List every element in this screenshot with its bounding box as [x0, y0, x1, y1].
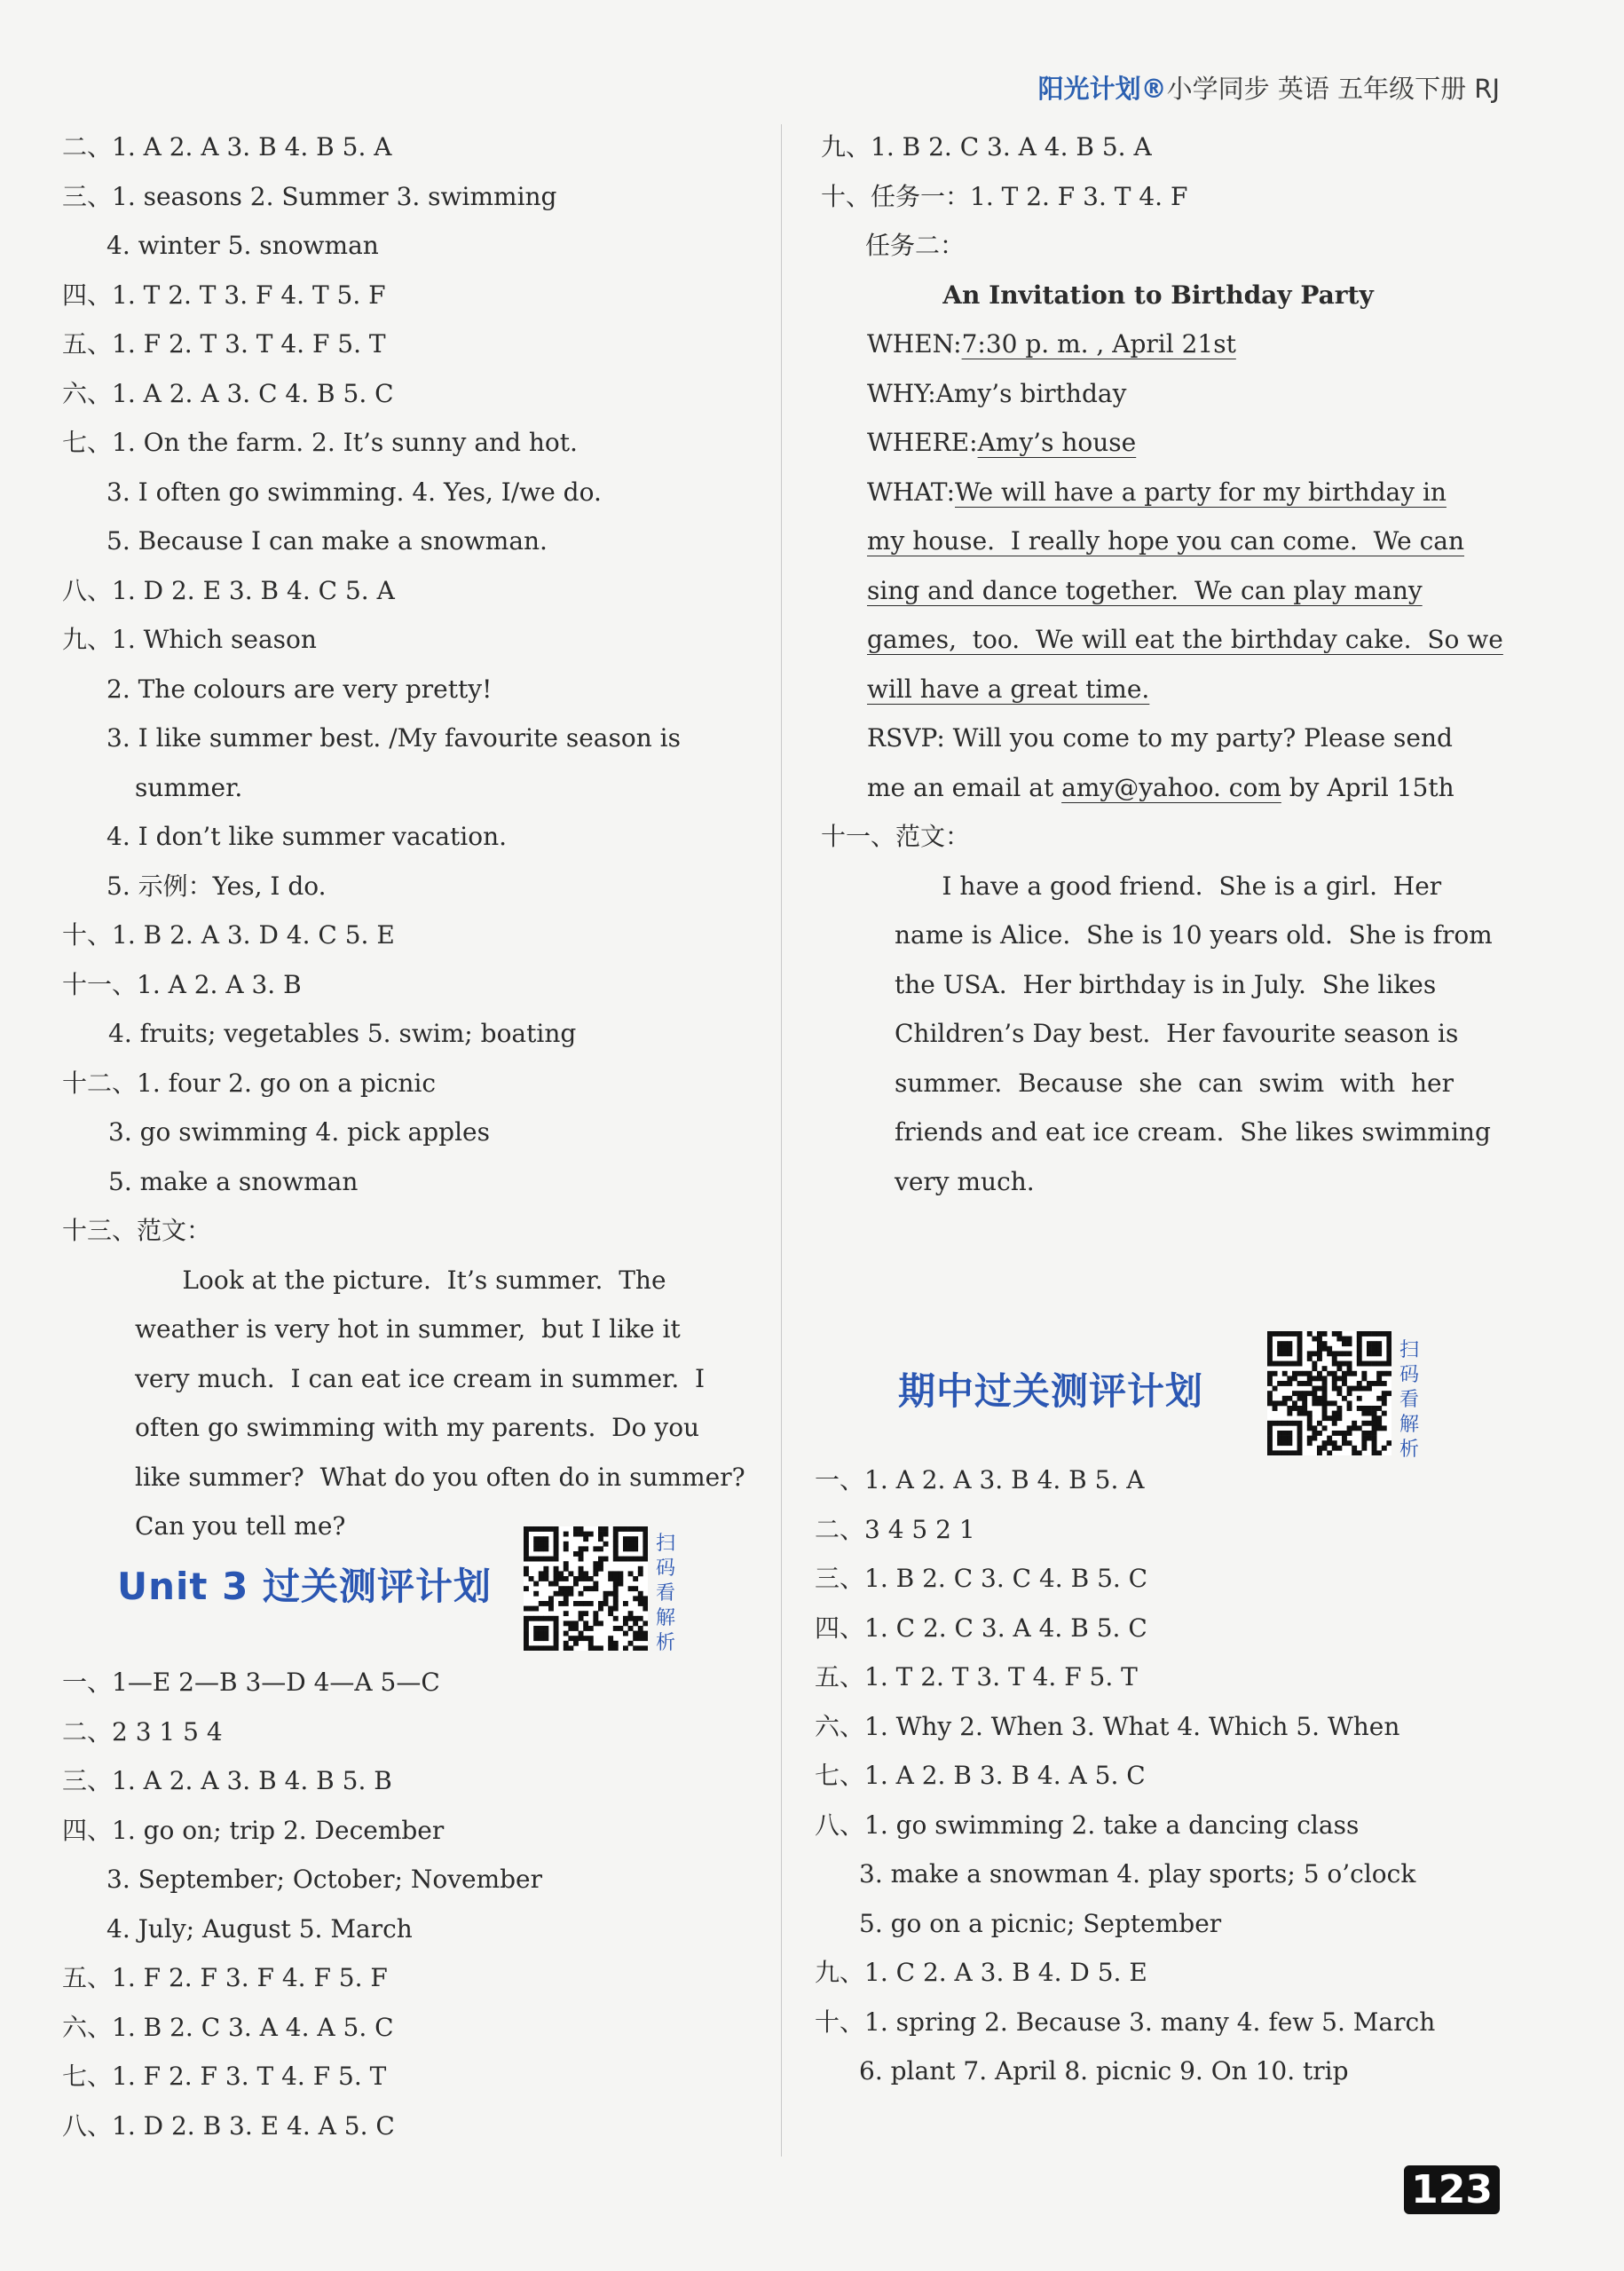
right-column	[821, 122, 1503, 1206]
answer-line: 四、1. T 2. T 3. F 4. T 5. F	[62, 280, 386, 310]
what-line	[867, 566, 1495, 616]
what-text: games, too. We will eat the birthday cake. So we	[867, 625, 1503, 654]
scan-hint-char: 看	[655, 1582, 675, 1605]
scan-hint-char: 解	[655, 1607, 675, 1629]
what-label: WHAT:	[867, 477, 955, 507]
why-value: Amy’s birthday	[935, 378, 1127, 408]
answer-line: 5. go on a picnic; September	[859, 1908, 1222, 1938]
answer-line: 4. July; August 5. March	[106, 1913, 413, 1944]
answer-line: 九、1. C 2. A 3. B 4. D 5. E	[815, 1958, 1147, 1987]
left-column	[62, 122, 754, 1551]
scan-hint-midterm	[1399, 1338, 1420, 1463]
rsvp-line-2	[821, 763, 1495, 813]
what-text: sing and dance together. We can play many	[867, 575, 1423, 605]
answer-line: 四、1. C 2. C 3. A 4. B 5. C	[815, 1613, 1147, 1643]
essay-line: I have a good friend. She is a girl. Her	[895, 871, 1442, 901]
column-divider	[781, 124, 782, 2157]
midterm-title: 期中过关测评计划	[898, 1369, 1204, 1413]
answer-line: 二、3 4 5 2 1	[815, 1514, 975, 1544]
answer-line: 九、1. Which season	[62, 625, 317, 654]
answer-line: summer.	[135, 772, 243, 802]
scan-hint-char: 码	[655, 1557, 675, 1580]
answer-line: 任务二：	[865, 231, 966, 260]
answer-line: 十一、1. A 2. A 3. B	[62, 969, 302, 999]
essay-line: like summer? What do you often do in summer?	[135, 1462, 745, 1492]
right-essay-label: 十一、范文：	[821, 822, 971, 851]
answer-line: 5. 示例：Yes, I do.	[106, 871, 327, 901]
answer-line: 二、2 3 1 5 4	[62, 1716, 223, 1747]
scan-hint-char: 析	[1399, 1439, 1419, 1461]
qr-code-midterm[interactable]	[1267, 1331, 1391, 1455]
scan-hint-char: 码	[1399, 1364, 1419, 1386]
unit2-essay	[62, 1256, 754, 1551]
unit3-answers	[62, 1658, 754, 2150]
answer-line: 七、1. On the farm. 2. It’s sunny and hot.	[62, 428, 578, 457]
unit2-answers	[62, 122, 754, 1256]
answer-line: 十二、1. four 2. go on a picnic	[62, 1068, 437, 1098]
answer-line: 三、1. B 2. C 3. C 4. B 5. C	[815, 1564, 1148, 1593]
answer-line: 4. fruits; vegetables 5. swim; boating	[108, 1019, 577, 1048]
answer-line: 一、1. A 2. A 3. B 4. B 5. A	[815, 1465, 1145, 1494]
where-label: WHERE:	[867, 428, 978, 457]
essay-line: summer. Because she can swim with her	[895, 1068, 1454, 1098]
answer-line: 3. make a snowman 4. play sports; 5 o’clock	[859, 1859, 1416, 1889]
invitation-why	[821, 369, 1495, 419]
midterm-answers	[815, 1455, 1489, 2096]
answer-line: 四、1. go on; trip 2. December	[62, 1815, 445, 1845]
answer-line: 六、1. A 2. A 3. C 4. B 5. C	[62, 378, 394, 408]
qr-code-unit3[interactable]	[524, 1526, 648, 1651]
essay-line: name is Alice. She is 10 years old. She is from	[895, 920, 1493, 950]
answer-line: 5. Because I can make a snowman.	[106, 526, 548, 556]
what-line	[867, 516, 1495, 566]
brand-name: 阳光计划®	[1037, 74, 1167, 104]
answer-line: 五、1. F 2. F 3. F 4. F 5. F	[62, 1963, 388, 1992]
answer-line: 3. September; October; November	[106, 1865, 543, 1894]
qr-pattern-icon	[1267, 1331, 1391, 1455]
scan-hint-char: 析	[655, 1632, 675, 1654]
answer-line: 七、1. A 2. B 3. B 4. A 5. C	[815, 1761, 1146, 1790]
essay-line: very much.	[895, 1166, 1035, 1196]
answer-line: 五、1. F 2. T 3. T 4. F 5. T	[62, 329, 386, 359]
answer-line: 3. go swimming 4. pick apples	[108, 1117, 490, 1147]
rsvp-text: me an email at	[867, 772, 1062, 802]
answer-line: 八、1. go swimming 2. take a dancing class	[815, 1810, 1360, 1840]
invitation-what	[821, 468, 1503, 714]
what-text: will have a great time.	[867, 674, 1150, 704]
what-text: my house. I really hope you can come. We can	[867, 526, 1465, 556]
essay-line: often go swimming with my parents. Do you	[135, 1413, 700, 1442]
answer-line: 三、1. seasons 2. Summer 3. swimming	[62, 181, 557, 211]
answer-line: 二、1. A 2. A 3. B 4. B 5. A	[62, 132, 392, 162]
scan-hint-char: 看	[1399, 1389, 1419, 1411]
scan-hint-char: 扫	[655, 1533, 675, 1555]
essay-line: Children’s Day best. Her favourite season is	[895, 1019, 1459, 1048]
what-line	[867, 665, 1495, 714]
when-value: 7:30 p. m. , April 21st	[961, 329, 1236, 359]
answer-line: 八、1. D 2. B 3. E 4. A 5. C	[62, 2110, 395, 2141]
answer-line: 十、1. spring 2. Because 3. many 4. few 5. March	[815, 2007, 1436, 2037]
why-label: WHY:	[867, 378, 936, 408]
answer-line: 八、1. D 2. E 3. B 4. C 5. A	[62, 575, 395, 605]
answer-line: 6. plant 7. April 8. picnic 9. On 10. trip	[859, 2056, 1349, 2086]
what-line	[867, 615, 1503, 665]
answer-line: 十三、范文：	[62, 1216, 212, 1245]
scan-hint-unit3	[655, 1532, 676, 1656]
essay-line: the USA. Her birthday is in July. She likes	[895, 969, 1437, 999]
essay-line: friends and eat ice cream. She likes swimming	[895, 1117, 1491, 1147]
answer-line: 六、1. Why 2. When 3. What 4. Which 5. When	[815, 1711, 1400, 1741]
answer-line: 九、1. B 2. C 3. A 4. B 5. A	[821, 132, 1152, 162]
invitation-title: An Invitation to Birthday Party	[942, 280, 1374, 310]
what-line	[867, 468, 1495, 517]
scan-hint-char: 解	[1399, 1414, 1419, 1436]
rsvp-deadline: by April 15th	[1281, 772, 1455, 802]
answer-line: 三、1. A 2. A 3. B 4. B 5. B	[62, 1766, 392, 1795]
when-label: WHEN:	[867, 329, 962, 359]
page-header	[1038, 69, 1500, 106]
answer-line: 2. The colours are very pretty!	[106, 674, 493, 704]
essay-line: Can you tell me?	[135, 1511, 346, 1541]
answer-line: 4. winter 5. snowman	[106, 231, 379, 260]
what-text: We will have a party for my birthday in	[955, 477, 1447, 507]
answer-line: 3. I often go swimming. 4. Yes, I/we do.	[106, 477, 602, 507]
answer-line: 4. I don’t like summer vacation.	[106, 822, 508, 851]
essay-line: Look at the picture. It’s summer. The	[135, 1265, 666, 1295]
answer-line: 七、1. F 2. F 3. T 4. F 5. T	[62, 2062, 387, 2091]
answer-line: 5. make a snowman	[108, 1166, 359, 1196]
answer-line: 十、任务一：1. T 2. F 3. T 4. F	[821, 181, 1188, 211]
essay-line: very much. I can eat ice cream in summer. I	[135, 1363, 706, 1393]
answer-line: 五、1. T 2. T 3. T 4. F 5. T	[815, 1662, 1138, 1691]
rsvp-line-1: RSVP: Will you come to my party? Please send	[867, 723, 1453, 753]
answer-line: 六、1. B 2. C 3. A 4. A 5. C	[62, 2012, 394, 2042]
where-value: Amy’s house	[977, 428, 1137, 457]
book-info: 小学同步 英语 五年级下册 RJ	[1166, 74, 1500, 104]
email-address: amy@yahoo. com	[1061, 772, 1281, 802]
invitation-when	[821, 319, 1495, 369]
unit3-title: Unit 3 过关测评计划	[117, 1565, 492, 1608]
page-number: 123	[1404, 2165, 1500, 2214]
qr-pattern-icon	[524, 1526, 648, 1651]
invitation-where	[821, 418, 1495, 468]
scan-hint-char: 扫	[1399, 1339, 1419, 1361]
answer-line: 一、1—E 2—B 3—D 4—A 5—C	[62, 1668, 440, 1697]
essay-line: weather is very hot in summer, but I like it	[135, 1314, 681, 1344]
answer-line: 十、1. B 2. A 3. D 4. C 5. E	[62, 920, 395, 950]
right-essay	[821, 862, 1495, 1207]
answer-line: 3. I like summer best. /My favourite season is	[106, 723, 681, 753]
